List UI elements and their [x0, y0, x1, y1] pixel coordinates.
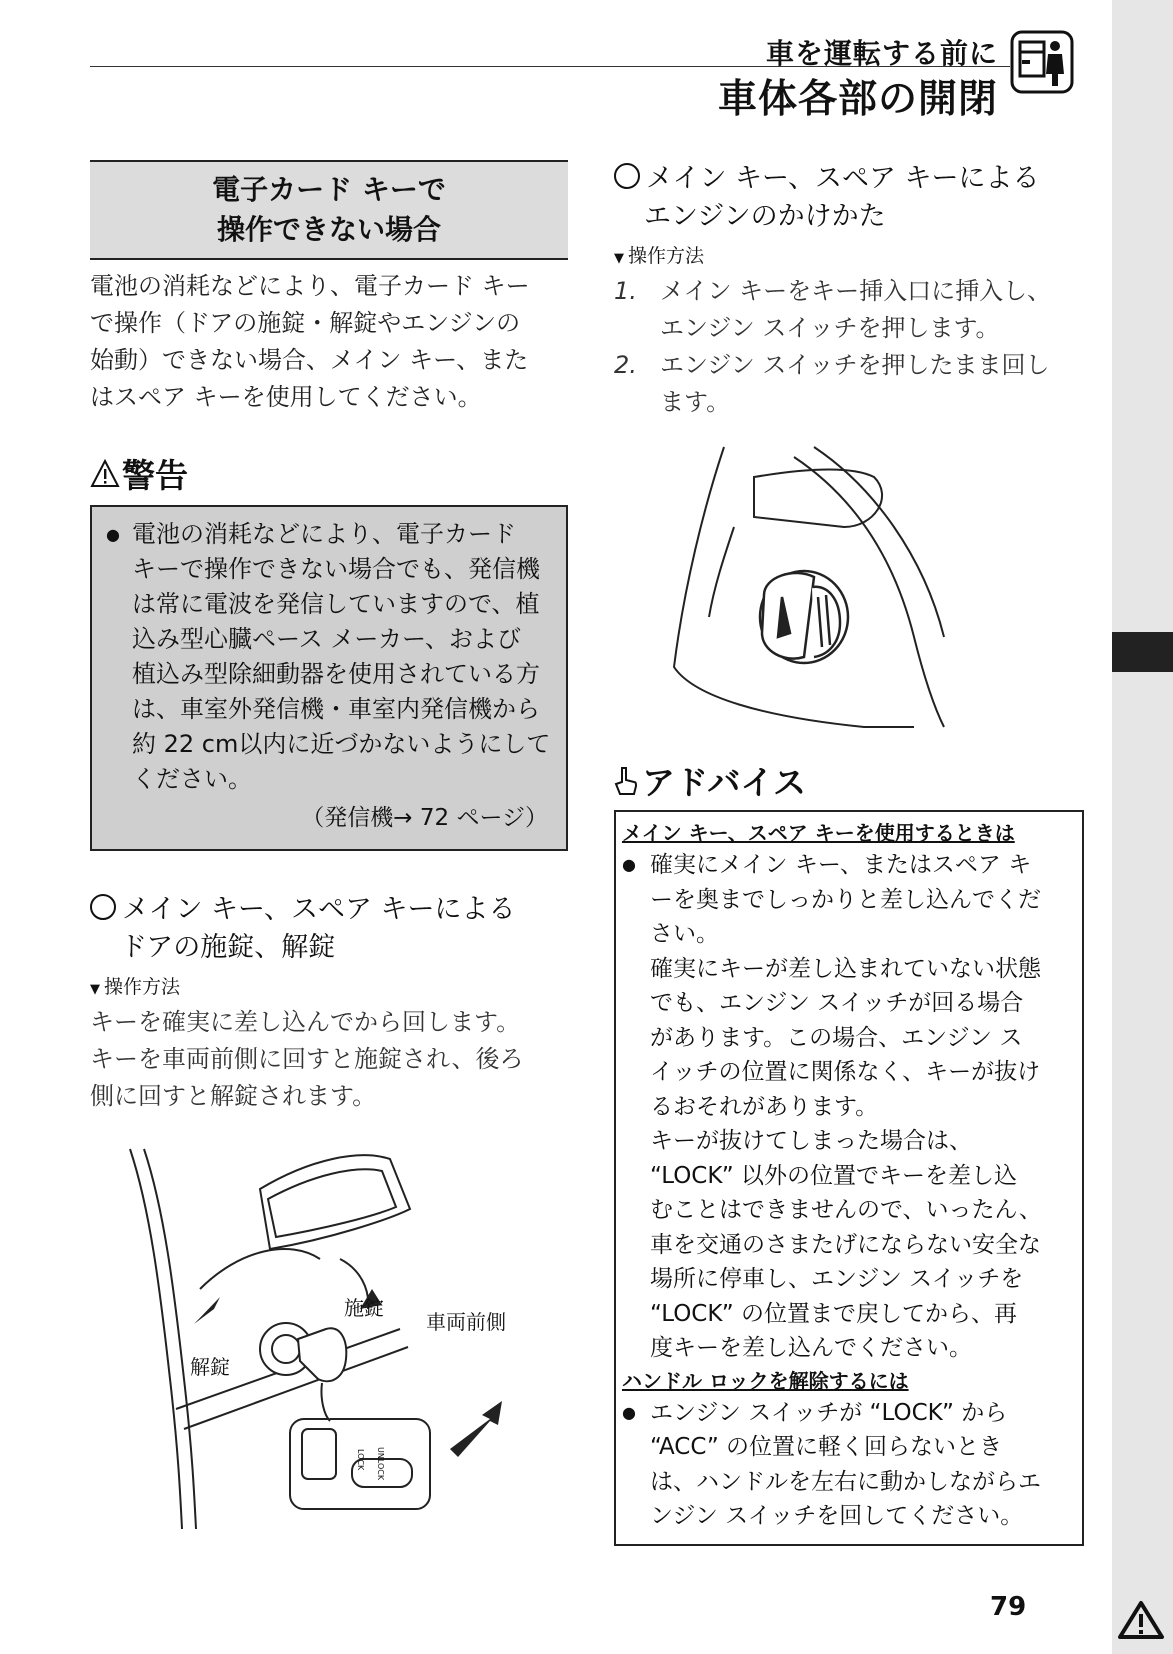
advice-line: 確実にキーが差し込まれていない状態 — [650, 955, 1041, 982]
advice-line: “ACC” の位置に軽く回らないとき — [650, 1434, 1003, 1460]
warning-line: は、車室外発信機・車室内発信機から — [132, 695, 540, 723]
door-procedure-text — [90, 1004, 568, 1115]
label-lock: 施錠 — [344, 1296, 384, 1320]
advice-line: るおそれがあります。 — [650, 1093, 879, 1120]
bullet-dot-icon: ● — [106, 525, 120, 544]
door-procedure-label — [90, 973, 568, 1004]
procedure-label-text: 操作方法 — [104, 976, 181, 998]
advice-line: さい。 — [650, 921, 719, 947]
advice-line: キーが抜けてしまった場合は、 — [650, 1128, 972, 1154]
step-line: エンジン スイッチを押します。 — [660, 314, 1000, 342]
warning-line: 込み型心臓ペース メーカー、および — [132, 625, 521, 653]
step-number: 2. — [614, 351, 637, 379]
advice-line: ンジン スイッチを回してください。 — [650, 1503, 1024, 1529]
warning-line: 植込み型除細動器を使用されている方 — [132, 660, 540, 688]
ignition-switch-illustration — [614, 437, 1084, 737]
card-label-unlock: UNLOCK — [376, 1447, 385, 1481]
procedure-label-text: 操作方法 — [628, 245, 705, 267]
engine-step-2 — [614, 347, 1084, 421]
page-title: 車体各部の開閉 — [717, 77, 998, 122]
step-line: エンジン スイッチを押したまま回し — [660, 351, 1050, 379]
door-key-illustration — [90, 1129, 568, 1549]
warning-bullet — [106, 517, 554, 797]
advice-line: イッチの位置に関係なく、キーが抜け — [650, 1059, 1041, 1085]
warning-triangle-icon — [1117, 1600, 1165, 1640]
warning-box — [90, 505, 568, 851]
intro-line: 始動）できない場合、メイン キー、また — [90, 346, 529, 374]
advice-line: エンジン スイッチが “LOCK” から — [650, 1399, 1008, 1426]
intro-line: で操作（ドアの施錠・解錠やエンジンの — [90, 309, 521, 337]
door-heading-line: メイン キー、スペア キーによる — [122, 894, 516, 925]
step-line: ます。 — [660, 388, 731, 416]
warning-line: キーで操作できない場合でも、発信機 — [132, 555, 540, 583]
advice-line: は、ハンドルを左右に動かしながらエ — [650, 1468, 1041, 1495]
left-column — [90, 160, 568, 1549]
engine-procedure-label — [614, 242, 1084, 273]
chapter-title: 車を運転する前に — [765, 37, 998, 70]
warning-page-reference: （発信機→ 72 ページ） — [301, 805, 548, 831]
side-strip — [1112, 0, 1173, 1654]
label-unlock: 解錠 — [190, 1355, 230, 1379]
triangle-down-icon: ▼ — [90, 982, 100, 997]
step-line: メイン キーをキー挿入口に挿入し、 — [660, 277, 1052, 305]
advice-line: があります。この場合、エンジン ス — [650, 1024, 1023, 1051]
advice-heading-text: アドバイス — [642, 763, 807, 802]
procedure-line: キーを車両前側に回すと施錠され、後ろ — [90, 1045, 524, 1073]
advice-line: でも、エンジン スイッチが回る場合 — [650, 990, 1024, 1016]
advice-line: “LOCK” 以外の位置でキーを差し込 — [650, 1162, 1017, 1189]
advice-line: “LOCK” の位置まで戻してから、再 — [650, 1300, 1017, 1327]
triangle-down-icon: ▼ — [614, 251, 624, 266]
procedure-line: キーを確実に差し込んでから回します。 — [90, 1008, 521, 1036]
door-heading-line: ドアの施錠、解錠 — [120, 932, 336, 963]
advice-bullet — [622, 1396, 1076, 1534]
circle-marker-icon — [614, 163, 640, 189]
header-rule — [90, 66, 1010, 67]
advice-heading — [614, 757, 1084, 804]
advice-line: 車を交通のさまたげにならない安全な — [650, 1231, 1041, 1258]
intro-paragraph — [90, 268, 568, 416]
advice-line: 度キーを差し込んでください。 — [650, 1335, 972, 1361]
advice-subheading: ハンドル ロックを解除するには — [622, 1368, 909, 1393]
card-label-lock: LOCK — [356, 1449, 365, 1471]
procedure-line: 側に回すと解錠されます。 — [90, 1082, 377, 1110]
car-door-person-icon — [1010, 30, 1074, 94]
section-title-line: 電子カード キーで — [212, 173, 446, 206]
bullet-dot-icon: ● — [622, 855, 636, 874]
intro-line: 電池の消耗などにより、電子カード キー — [90, 272, 530, 300]
advice-box — [614, 810, 1084, 1546]
warning-line: は常に電波を発信していますので、植 — [132, 590, 540, 618]
advice-line: 場所に停車し、エンジン スイッチを — [650, 1266, 1024, 1292]
warning-heading — [90, 450, 568, 497]
pointing-hand-icon — [614, 766, 638, 796]
door-lock-heading — [90, 891, 568, 967]
advice-line: むことはできませんので、いったん、 — [650, 1197, 1042, 1223]
section-title-line: 操作できない場合 — [216, 213, 441, 246]
warning-line: ください。 — [132, 765, 252, 793]
chapter-tab — [1112, 632, 1173, 672]
section-title — [90, 160, 568, 260]
warning-line: 電池の消耗などにより、電子カード — [132, 520, 516, 548]
engine-step-1 — [614, 273, 1084, 347]
advice-line: 確実にメイン キー、またはスペア キ — [650, 852, 1032, 878]
engine-heading-line: エンジンのかけかた — [644, 201, 886, 232]
bullet-dot-icon: ● — [622, 1402, 636, 1422]
engine-heading-line: メイン キー、スペア キーによる — [646, 163, 1040, 194]
step-number: 1. — [614, 277, 637, 305]
warning-line: 約 22 cm以内に近づかないようにして — [132, 730, 551, 758]
warning-icon — [90, 459, 120, 489]
label-vehicle-front: 車両前側 — [426, 1310, 506, 1334]
engine-start-heading — [614, 160, 1084, 236]
page-number: 79 — [990, 1592, 1027, 1622]
advice-bullet — [622, 848, 1076, 1366]
right-column — [614, 160, 1084, 1546]
advice-line: ーを奥までしっかりと差し込んでくだ — [650, 886, 1041, 913]
advice-subheading: メイン キー、スペア キーを使用するときは — [622, 821, 1015, 845]
intro-line: はスペア キーを使用してください。 — [90, 383, 482, 411]
circle-marker-icon — [90, 894, 116, 920]
warning-heading-text: 警告 — [122, 456, 188, 495]
